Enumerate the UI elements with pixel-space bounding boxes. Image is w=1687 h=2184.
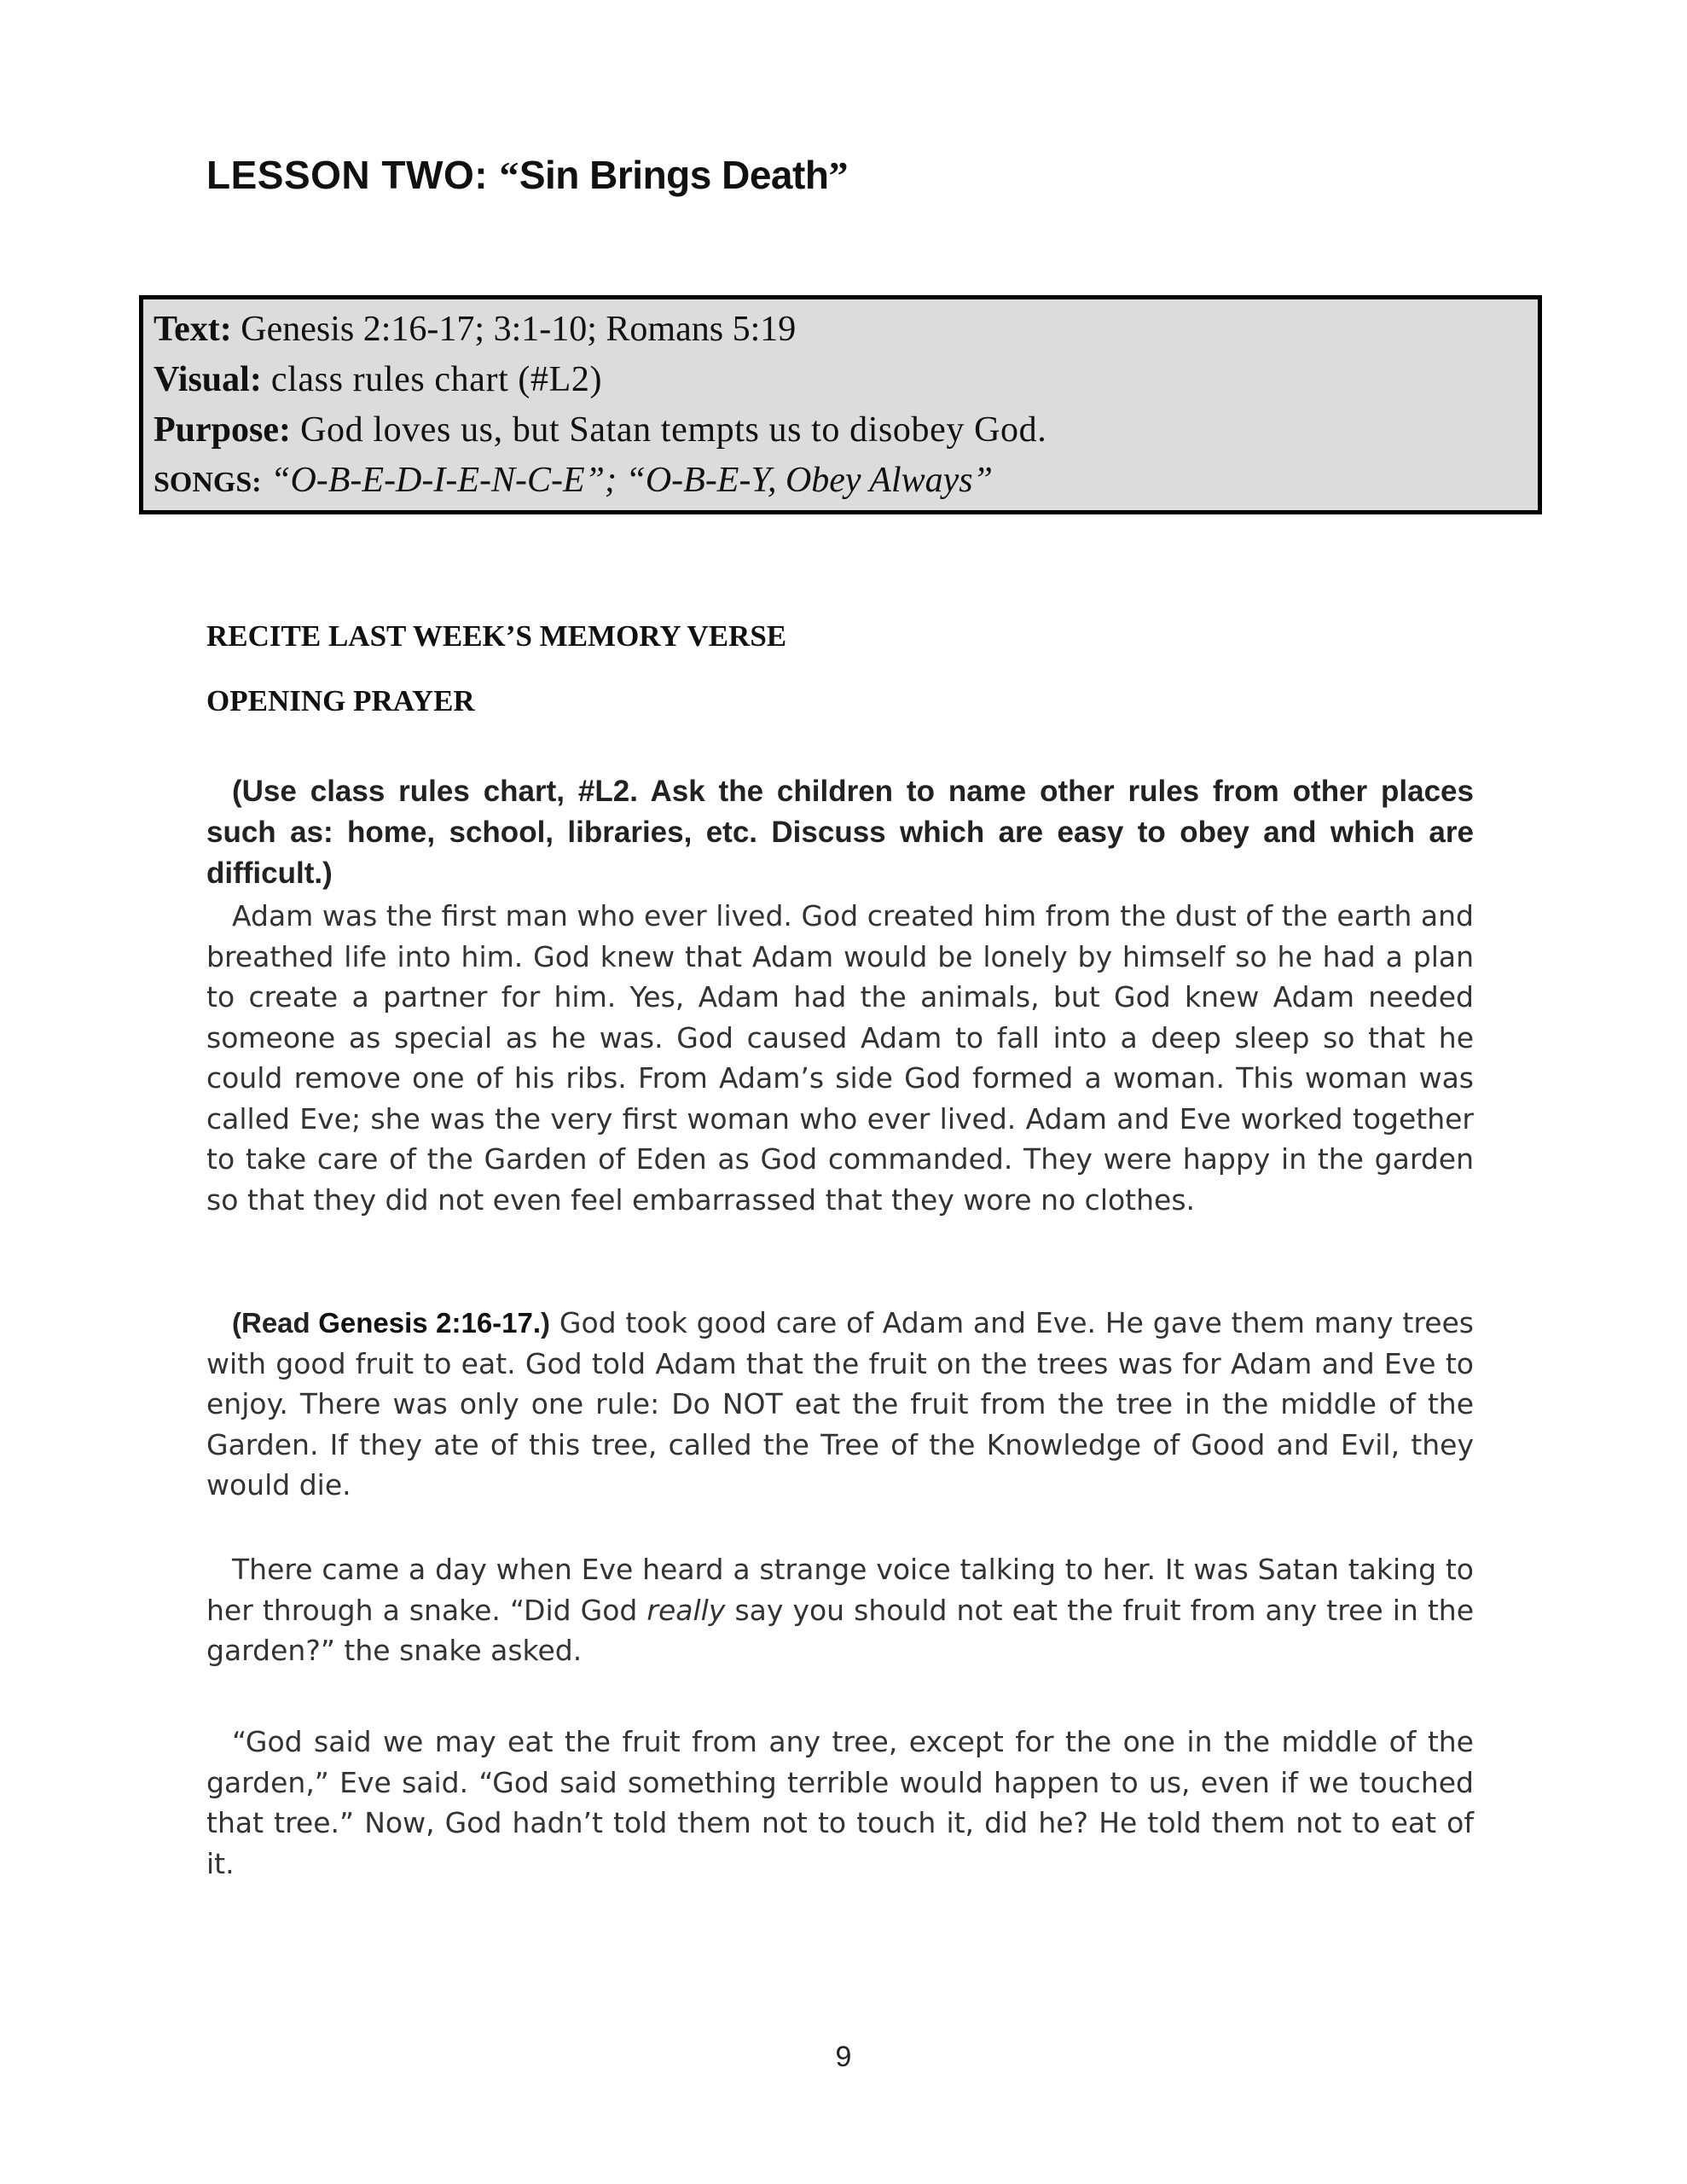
story-paragraph-2-text: God took good care of Adam and Eve. He gave them many trees with good fruit to eat. God told Adam that the fruit on the trees was for Adam and Eve to enjoy. There was only one rule: Do NOT eat the fruit from the tree in the middle of the Garden. If they ate of this tree, called the Tree of the Knowledge of Good and Evil, they would die. xyxy=(206,1306,1474,1502)
lesson-title-prefix: LESSON TWO: xyxy=(206,153,500,197)
info-text-row xyxy=(154,305,1538,355)
story-paragraph-4: “God said we may eat the fruit from any tree, except for the one in the middle of the garden,” Eve said. “God said something terrible would happen to us, even if we touched that tree.” Now, God hadn’t told them not to touch it, did he? He told them not to eat of it. xyxy=(206,1725,1474,1880)
info-text-value: Genesis 2:16-17; 3:1-10; Romans 5:19 xyxy=(231,310,797,349)
teacher-instruction: (Use class rules chart, #L2. Ask the children to name other rules from other places such as: home, school, libraries, etc. Discuss which are easy to obey and which are difficult.) xyxy=(206,775,1474,890)
info-songs-row xyxy=(154,456,1538,508)
story-paragraph-3-after: say you should not eat the fruit from any tree in the garden?” the snake asked. xyxy=(206,1593,1475,1667)
lesson-title-close-quote: ” xyxy=(828,154,849,197)
info-visual-row xyxy=(154,355,1538,405)
info-text-label: Text: xyxy=(154,310,232,349)
info-purpose-value: God loves us, but Satan tempts us to disobey God. xyxy=(291,410,1047,450)
lesson-title-open-quote: “ xyxy=(499,154,519,197)
heading-recite-memory-verse: RECITE LAST WEEK’S MEMORY VERSE xyxy=(206,619,787,653)
info-purpose-label: Purpose: xyxy=(154,410,291,450)
story-paragraph-1: Adam was the first man who ever lived. God created him from the dust of the earth and breathed life into him. God knew that Adam would be lonely by himself so he had a plan to create a partner for him. Yes, Adam had the animals, but God knew Adam needed someone as special as he was. God caused Adam to fall into a deep sleep so that he could remove one of his ribs. From Adam’s side God formed a woman. This woman was called Eve; she was the very first woman who ever lived. Adam and Eve worked together to take care of the Garden of Eden as God commanded. They were happy in the garden so that they did not even feel embarrassed that they wore no clothes. xyxy=(206,899,1474,1217)
heading-opening-prayer: OPENING PRAYER xyxy=(206,684,475,717)
read-cue-open: (Read xyxy=(232,1307,319,1339)
page-number: 9 xyxy=(835,2041,852,2073)
lesson-title xyxy=(206,152,849,198)
lesson-title-name: Sin Brings Death xyxy=(519,153,829,197)
story-paragraph-3 xyxy=(206,1549,1474,1671)
story-paragraph-3-emphasis: really xyxy=(646,1593,726,1627)
info-songs-label: SONGS: xyxy=(154,467,262,498)
scripture-reference: Genesis 2:16-17. xyxy=(318,1307,542,1339)
lesson-info-box xyxy=(139,295,1542,514)
read-cue-close: ) xyxy=(541,1307,551,1339)
info-visual-label: Visual: xyxy=(154,360,262,399)
info-purpose-row xyxy=(154,405,1538,456)
story-paragraph-2 xyxy=(206,1303,1474,1506)
info-visual-value: class rules chart (#L2) xyxy=(261,360,603,399)
info-songs-value: “O-B-E-D-I-E-N-C-E”; “O-B-E-Y, Obey Always” xyxy=(261,461,993,500)
story-paragraph-3-before: There came a day when Eve heard a strange voice talking to her. It was Satan taking to her through a snake. “Did God xyxy=(206,1553,1474,1627)
